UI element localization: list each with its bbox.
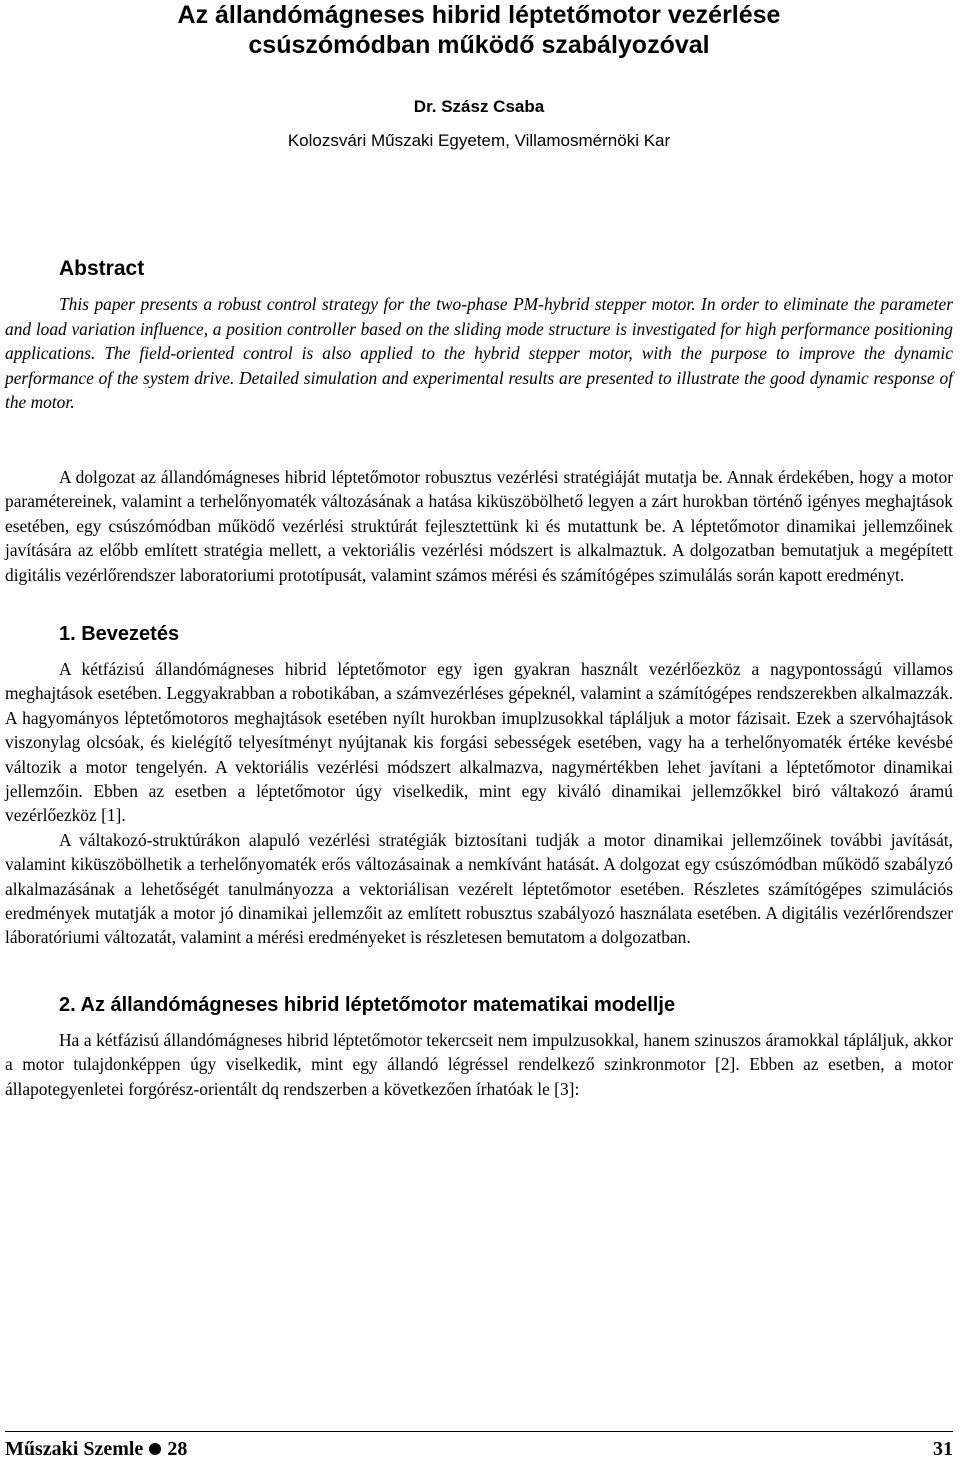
bullet-icon	[149, 1443, 161, 1455]
hungarian-summary: A dolgozat az állandómágneses hibrid léptetőmotor robusztus vezérlési stratégiáját mutatja be. Annak érdekében, hogy a motor paramétereinek, valamint a terhelőnyomaték változásának a hatása kiküszöbölhető legyen a zárt hurokban történő igényes meghajtások esetében, egy csúszómódban működő vezérlési struktúrát fejlesztettünk ki és mutattunk be. A léptetőmotor dinamikai jellemzőinek javítására az előbb említett stratégia mellett, a vektoriális vezérlési módszert is alkalmaztuk. A dolgozatban bemutatjuk a megépített digitális vezérlőrendszer laboratoriumi prototípusát, valamint számos mérési és számítógépes szimulálás során kapott eredményt.	[5, 466, 953, 585]
abstract-text: This paper presents a robust control strategy for the two-phase PM-hybrid stepper motor. In order to eliminate the parameter and load variation influence, a position controller based on the sliding mode structure is investigated for high performance positioning applications. The field-oriented control is also applied to the hybrid stepper motor, with the purpose to improve the dynamic performance of the system drive. Detailed simulation and experimental results are presented to illustrate the good dynamic response of the motor.	[5, 294, 953, 413]
paper-title	[5, 0, 953, 60]
footer-journal	[5, 1436, 187, 1462]
page-number: 31	[933, 1438, 953, 1460]
journal-issue: 28	[167, 1438, 188, 1460]
intro-paragraph-1: A kétfázisú állandómágneses hibrid léptetőmotor egy igen gyakran használt vezérlőezköz a nagypontosságú villamos meghajtások esetében. Leggyakrabban a robotikában, a számvezérléses gépeknél, valamint a számítógépes rendszerekben alkalmazzák. A hagyományos léptetőmotoros meghajtások esetében nyílt hurokban imuplzusokkal tápláljuk a motor fázisait. Ezek a szervóhajtások viszonylag olcsóak, és kielégítő telyesítményt nyújtanak kis forgási sebességek esetében, vagy ha a terhelőnyomaték értéke kevésbé változik a motor tengelyén. A vektoriális vezérlési módszert alkalmazva, nagymértékben lehet javítani a léptetőmotor dinamikai jellemzőin. Ebben az esetben a léptetőmotor úgy viselkedik, mint egy kiváló dinamikai jellemzőkkel biró váltakozó áramú vezérlőezköz [1].	[5, 659, 953, 826]
section-heading-mathematical-model: 2. Az állandómágneses hibrid léptetőmotor matematikai modellje	[59, 993, 676, 1016]
paper-title-line-2: csúszómódban működő szabályozóval	[248, 31, 710, 59]
journal-name: Műszaki Szemle	[5, 1438, 144, 1460]
intro-paragraph-2: A váltakozó-struktúrákon alapuló vezérlési stratégiák biztosítani tudják a motor dinamikai jellemzőinek további javítását, valamint kiküszöbölhetik a terhelőnyomaték erős változásainak a nemkívánt hatását. A dolgozat egy csúszómódban működő szabályzó alkalmazásának a lehetőségét tanulmányozza a vektoriálisan vezérelt léptetőmotor esetében. Részletes számítógépes szimulációs eredmények mutatják a motor jó dinamikai jellemzőit az említett robusztus szabályozó használata esetében. A digitális vezérlőrendszer láboratóriumi változatát, valamint a mérési eredményeket is részletesen bemutatom a dolgozatban.	[5, 829, 953, 948]
page-footer	[5, 1431, 953, 1462]
model-paragraph-1: Ha a kétfázisú állandómágneses hibrid léptetőmotor tekercseit nem impulzusokkal, hanem szinuszos áramokkal tápláljuk, akkor a motor tulajdonképpen úgy viselkedik, mint egy állandó légréssel rendelkező szinkronmotor [2]. Ebben az esetben, a motor állapotegyenletei forgórész-orientált dq rendszerben a következően írhatóak le [3]:	[5, 1029, 953, 1099]
author-name: Dr. Szász Csaba	[413, 97, 545, 116]
section-heading-introduction: 1. Bevezetés	[59, 623, 180, 645]
paper-page	[5, 0, 953, 1464]
author-affiliation: Kolozsvári Műszaki Egyetem, Villamosmérnöki Kar	[287, 131, 671, 150]
abstract-heading: Abstract	[59, 257, 145, 280]
paper-title-line-1: Az állandómágneses hibrid léptetőmotor vezérlése	[177, 1, 781, 29]
